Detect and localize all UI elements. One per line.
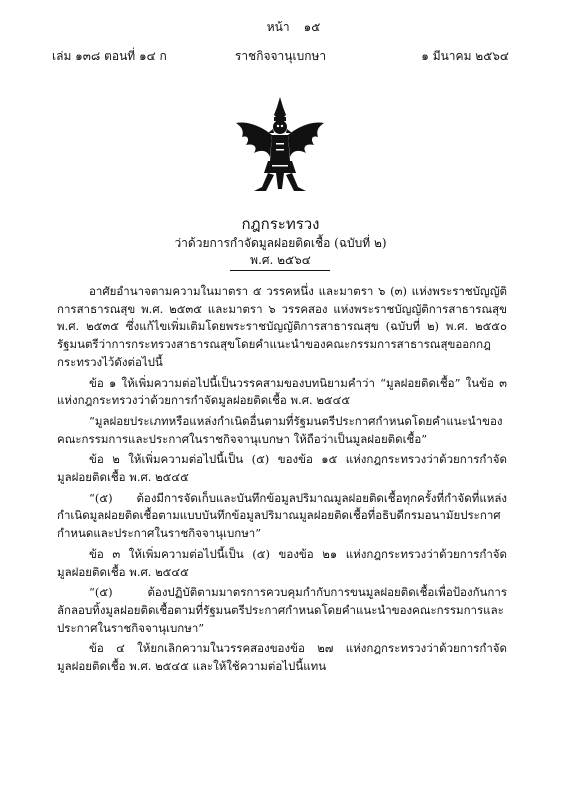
clause-1-paragraph: ข้อ ๑ ให้เพิ่มความต่อไปนี้เป็นวรรคสามของบทนิยามคำว่า “มูลฝอยติดเชื้อ” ในข้อ ๓ แห่งกฎกระทรวงว่าด้วยการกำจัดมูลฝอยติดเชื้อ พ.ศ. ๒๕๔๕	[57, 375, 507, 408]
clause-4-paragraph: ข้อ ๔ ให้ยกเลิกความในวรรคสองของข้อ ๒๗ แห่งกฎกระทรวงว่าด้วยการกำจัดมูลฝอยติดเชื้อ พ.ศ. ๒๕๔๕ และให้ใช้ความต่อไปนี้แทน	[57, 641, 507, 674]
volume-issue: เล่ม ๑๓๘ ตอนที่ ๑๔ ก	[52, 49, 167, 63]
document-subtitle: ว่าด้วยการกำจัดมูลฝอยติดเชื้อ (ฉบับที่ ๒)	[174, 236, 387, 250]
gazette-name: ราชกิจจานุเบกษา	[234, 49, 327, 63]
document-year: พ.ศ. ๒๕๖๔	[250, 253, 311, 267]
document-title: กฎกระทรวง	[241, 215, 320, 233]
page-label: หน้า	[266, 20, 290, 34]
garuda-emblem-icon	[232, 95, 328, 195]
clause-3-quote: “(๕) ต้องปฏิบัติตามมาตรการควบคุมกำกับการขนมูลฝอยติดเชื้อเพื่อป้องกันการลักลอบทิ้งมูลฝอยติดเชื้อตามที่รัฐมนตรีประกาศกำหนดโดยคำแนะนำของคณะกรรมการและประกาศในราชกิจจานุเบกษา”	[57, 585, 507, 635]
publish-date: ๑ มีนาคม ๒๕๖๔	[421, 49, 509, 63]
page-number: ๑๕	[303, 20, 321, 34]
clause-1-quote: “มูลฝอยประเภทหรือแหล่งกำเนิดอื่นตามที่รัฐมนตรีประกาศกำหนดโดยคำแนะนำของคณะกรรมการและประกาศในราชกิจจานุเบกษา ให้ถือว่าเป็นมูลฝอยติดเชื้อ”	[57, 413, 503, 446]
title-divider	[230, 270, 330, 271]
preamble-paragraph: อาศัยอำนาจตามความในมาตรา ๕ วรรคหนึ่ง และมาตรา ๖ (๓) แห่งพระราชบัญญัติการสาธารณสุข พ.ศ. ๒๕๓๕ และมาตรา ๖ วรรคสอง แห่งพระราชบัญญัติการสาธารณสุข พ.ศ. ๒๕๓๕ ซึ่งแก้ไขเพิ่มเติมโดยพระราชบัญญัติการสาธารณสุข (ฉบับที่ ๒) พ.ศ. ๒๕๕๐ รัฐมนตรีว่าการกระทรวงสาธารณสุขโดยคำแนะนำของคณะกรรมการสาธารณสุขออกกฎกระทรวงไว้ดังต่อไปนี้	[57, 284, 507, 369]
clause-2-quote: “(๕) ต้องมีการจัดเก็บและบันทึกข้อมูลปริมาณมูลฝอยติดเชื้อทุกครั้งที่กำจัดที่แหล่งกำเนิดมูลฝอยติดเชื้อตามแบบบันทึกข้อมูลปริมาณมูลฝอยติดเชื้อที่อธิบดีกรมอนามัยประกาศกำหนดและประกาศในราชกิจจานุเบกษา”	[57, 490, 507, 541]
clause-3-paragraph: ข้อ ๓ ให้เพิ่มความต่อไปนี้เป็น (๕) ของข้อ ๒๑ แห่งกฎกระทรวงว่าด้วยการกำจัดมูลฝอยติดเชื้อ พ.ศ. ๒๕๔๕	[57, 546, 507, 579]
clause-2-paragraph: ข้อ ๒ ให้เพิ่มความต่อไปนี้เป็น (๕) ของข้อ ๑๕ แห่งกฎกระทรวงว่าด้วยการกำจัดมูลฝอยติดเชื้อ พ.ศ. ๒๕๔๕	[57, 452, 507, 485]
page-number-line	[0, 18, 561, 37]
document-body	[57, 283, 507, 679]
